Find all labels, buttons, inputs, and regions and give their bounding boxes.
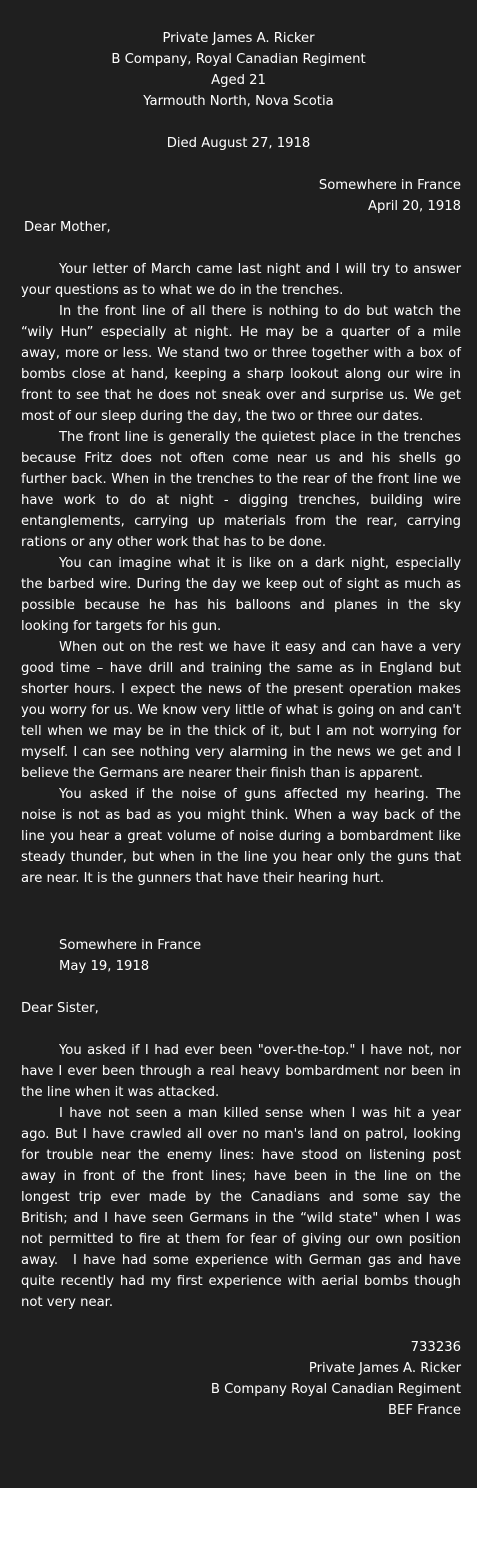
letter1-paragraph: In the front line of all there is nothing to do but watch the “wily Hun” especially at night. He may be a quarter of a mile away, more or less. We stand two or three together with a box of bombs close at hand, keeping a sharp lookout along our wire in front to see that he does not sneak over and surprise us. We get most of our sleep during the day, the two or three our dates. bbox=[21, 304, 461, 424]
letter1-paragraph: You can imagine what it is like on a dark night, especially the barbed wire. During the day we keep out of sight as much as possible because he has his balloons and planes in the sky looking for targets for his gun. bbox=[21, 556, 461, 634]
soldier-hometown: Yarmouth North, Nova Scotia bbox=[143, 94, 334, 109]
service-number: 733236 bbox=[410, 1340, 461, 1355]
letter2-date: May 19, 1918 bbox=[59, 959, 150, 974]
letter1-paragraph: The front line is generally the quietest place in the trenches because Fritz does not often come near us and his shells go further back. When in the trenches to the rear of the front line we have work to do at night - digging trenches, building wire entanglements, carrying up materials from the rear, carrying rations or any other work that has to be done. bbox=[21, 430, 461, 550]
letter1-date: April 20, 1918 bbox=[367, 199, 461, 214]
letter2-paragraph: I have not seen a man killed sense when I was hit a year ago. But I have crawled all over no man's land on patrol, looking for trouble near the enemy lines: have stood on listening post away in front of the front lines; have been in the line on the longest trip ever made by the Canadians and some say the British; and I have seen Germans in the “wild state" when I was not permitted to fire at them for fear of giving our own position away. bbox=[21, 1106, 461, 1268]
letter1-salutation: Dear Mother, bbox=[24, 220, 111, 235]
soldier-name: Private James A. Ricker bbox=[162, 31, 315, 46]
letter2-paragraph: You asked if I had ever been "over-the-top." I have not, nor have I ever been through a real heavy bombardment nor been in the line when it was attacked. bbox=[21, 1043, 461, 1100]
signature-unit: B Company Royal Canadian Regiment bbox=[210, 1382, 461, 1397]
letter2-place: Somewhere in France bbox=[59, 938, 202, 953]
death-date: Died August 27, 1918 bbox=[166, 136, 311, 151]
letter1-place: Somewhere in France bbox=[318, 178, 461, 193]
letter1-paragraph: When out on the rest we have it easy and can have a very good time – have drill and training the same as in England but shorter hours. I expect the news of the present operation makes you worry for us. We know very little of what is going on and can't tell when we may be in the thick of it, but I am not worrying for myself. I can see nothing very alarming in the news we get and I believe the Germans are nearer their finish than is apparent. bbox=[21, 640, 461, 781]
signature-name: Private James A. Ricker bbox=[308, 1361, 461, 1376]
letter1-paragraph: You asked if the noise of guns affected my hearing. The noise is not as bad as you might think. When a way back of the line you hear a great volume of noise during a bombardment like steady thunder, but when in the line you hear only the guns that are near. It is the gunners that have their hearing hurt. bbox=[21, 787, 461, 886]
letter2-salutation: Dear Sister, bbox=[21, 1001, 99, 1016]
letter2-paragraph: I have had some experience with German gas and have quite recently had my first experience with aerial bombs though not very near. bbox=[21, 1253, 461, 1310]
soldier-unit: B Company, Royal Canadian Regiment bbox=[111, 52, 366, 67]
signature-force: BEF France bbox=[387, 1403, 461, 1418]
letter1-paragraph: Your letter of March came last night and I will try to answer your questions as to what we do in the trenches. bbox=[21, 262, 461, 298]
soldier-age: Aged 21 bbox=[211, 73, 266, 88]
